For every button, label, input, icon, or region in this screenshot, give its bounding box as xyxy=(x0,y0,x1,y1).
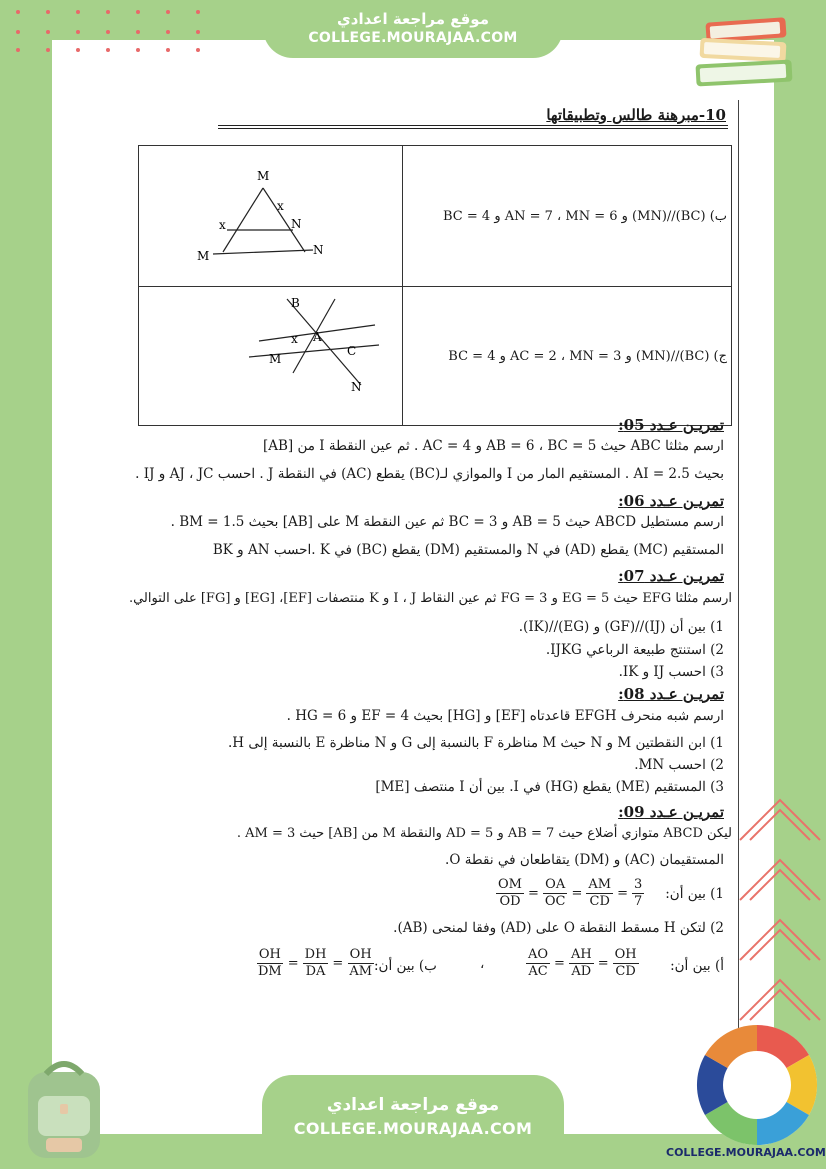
ex09-title: تمريـن عـدد 09: xyxy=(618,803,724,821)
ex08-q3: 3) المستقيم (ME) يقطع (HG) في I. بين أن I منتصف [ME] xyxy=(375,779,724,795)
logo-caption[interactable]: COLLEGE.MOURAJAA.COM xyxy=(666,1146,826,1159)
figure-2-text-cell xyxy=(403,287,732,426)
figure-1-text-cell xyxy=(403,146,732,287)
figure-1-cell xyxy=(139,146,403,287)
fig2-label-A: A xyxy=(313,330,322,344)
frac: $\frac{OH}{DM}$ xyxy=(258,947,282,979)
ex07-title: تمريـن عـدد 07: xyxy=(618,567,724,585)
ex06-line-1: ارسم مستطيل ABCD حيث AB = 5 و BC = 3 ثم عين النقطة M على [AB] بحيث BM = 1.5 . xyxy=(170,514,724,530)
ex06-line-2: المستقيم (MC) يقطع (AD) في N والمستقيم (DM) يقطع (BC) في K .احسب AN و BK xyxy=(212,542,724,558)
fig1-label-N: N xyxy=(291,217,302,231)
ex09-q1-prefix: 1) بين أن: xyxy=(665,886,724,902)
ex09-line-2: المستقيمان (AC) و (DM) يتقاطعان في نقطة O. xyxy=(445,852,724,868)
frac: $\frac{3}{7}$ xyxy=(634,877,643,909)
section-title: 10-مبرهنة طالس وتطبيقاتها xyxy=(546,106,726,124)
frac: $\frac{DH}{DA}$ xyxy=(304,947,327,979)
fig1-label-M2: M xyxy=(197,249,210,263)
fig1-label-x1: x xyxy=(219,218,226,232)
figure-2-label: ج) (BC)//(MN) و AC = 2 ، MN = 3 و BC = 4 xyxy=(448,348,727,364)
ex09-qa-equation: $\frac{AO}{AC}$ = $\frac{AH}{AD}$ = $\frac{OH}{CD}$ xyxy=(528,947,637,979)
ex05-line-1: ارسم مثلثا ABC حيث AB = 6 ، BC = 5 و AC = 4 . ثم عين النقطة I من [AB] xyxy=(262,438,724,454)
site-name: موقع مراجعة اعدادي xyxy=(337,10,489,28)
figures-table xyxy=(138,145,732,426)
footer-site-url[interactable]: COLLEGE.MOURAJAA.COM xyxy=(293,1119,533,1138)
site-logo-icon[interactable] xyxy=(695,1023,819,1147)
figure-1-label: ب) (BC)//(MN) و AN = 7 ، MN = 6 و BC = 4 xyxy=(443,208,727,224)
fig1-label-N2: N xyxy=(313,243,324,257)
fig2-label-C: C xyxy=(347,344,357,358)
ex05-line-2: بحيث AI = 2.5 . المستقيم المار من I والموازي لـ(BC) يقطع (AC) في النقطة J . احسب AJ ، JC و IJ . xyxy=(135,466,724,482)
site-url[interactable]: COLLEGE.MOURAJAA.COM xyxy=(308,30,518,46)
footer-site-name: موقع مراجعة اعدادي xyxy=(326,1095,500,1115)
backpack-icon xyxy=(16,1052,112,1162)
ex09-q2: 2) لتكن H مسقط النقطة O على (AD) وفقا لمنحى (AB). xyxy=(393,920,724,936)
fig2-label-M: M xyxy=(269,352,282,366)
footer-banner[interactable] xyxy=(262,1075,564,1169)
ex09-qb-prefix: ب) بين أن: xyxy=(374,958,437,974)
ex06-title: تمريـن عـدد 06: xyxy=(618,492,724,510)
figure-2-cell xyxy=(139,287,403,426)
frac: $\frac{OA}{OC}$ xyxy=(544,877,566,909)
ex07-q3: 3) احسب IJ و IK. xyxy=(618,664,724,680)
ex09-qb-equation: $\frac{OH}{DM}$ = $\frac{DH}{DA}$ = $\frac{OH}{AM}$ xyxy=(258,947,373,979)
ex08-line-1: ارسم شبه منحرف EFGH قاعدتاه [EF] و [HG] بحيث EF = 4 و HG = 6 . xyxy=(286,708,724,724)
ex08-q1: 1) ابن النقطتين M و N حيث M مناظرة F بالنسبة إلى G و N مناظرة E بالنسبة إلى H. xyxy=(227,735,724,751)
ex05-title: تمريـن عـدد 05: xyxy=(618,416,724,434)
ex08-q2: 2) احسب MN. xyxy=(634,757,724,773)
frac: $\frac{OM}{OD}$ xyxy=(498,877,522,909)
ex07-q1: 1) بين أن (IJ)//(GF) و (EG)//(IK). xyxy=(518,619,724,635)
frac: $\frac{AH}{AD}$ xyxy=(570,947,592,979)
fig2-label-B: B xyxy=(291,296,300,310)
frac: $\frac{AO}{AC}$ xyxy=(528,947,549,979)
fig1-label-M: M xyxy=(257,169,270,183)
title-rule xyxy=(218,125,728,126)
title-rule-2 xyxy=(218,128,728,129)
frac: $\frac{AM}{CD}$ xyxy=(588,877,612,909)
ex09-qa-prefix: أ) بين أن: xyxy=(670,958,724,974)
frac: $\frac{OH}{AM}$ xyxy=(349,947,373,979)
ex07-q2: 2) استنتج طبيعة الرباعي IJKG. xyxy=(545,642,724,658)
ex09-line-1: ليكن ABCD متوازي أضلاع حيث AB = 7 و AD = 5 والنقطة M من [AB] حيث AM = 3 . xyxy=(236,826,732,841)
chevron-decoration xyxy=(732,790,822,1060)
fig1-label-x2: x xyxy=(277,199,284,213)
ex09-q1-equation: $\frac{OM}{OD}$ = $\frac{OA}{OC}$ = $\frac{AM}{CD}$ = $\frac{3}{7}$ xyxy=(498,877,643,909)
ex09-separator: ، xyxy=(480,956,485,972)
figure-1 xyxy=(139,146,402,282)
fig2-label-x: x xyxy=(291,332,298,346)
figure-2 xyxy=(139,287,402,421)
ex08-title: تمريـن عـدد 08: xyxy=(618,685,724,703)
frac: $\frac{OH}{CD}$ xyxy=(614,947,637,979)
ex07-line-1: ارسم مثلثا EFG حيث EG = 5 و FG = 3 ثم عين النقاط I ، J و K منتصفات [EF]، [EG] و [FG] على التوالي. xyxy=(128,591,732,606)
fig2-label-N: N xyxy=(351,380,362,394)
